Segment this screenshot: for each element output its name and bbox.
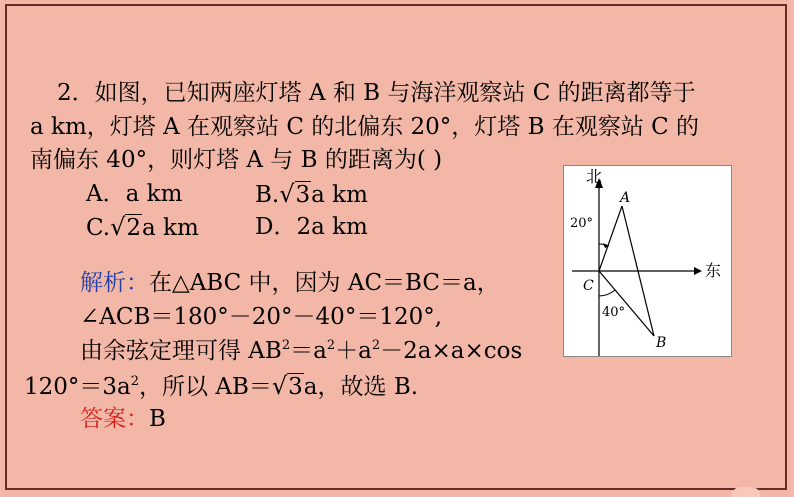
- east-arrow: [694, 267, 702, 275]
- east-label: 东: [705, 261, 722, 280]
- solution-3c: ＋a: [335, 338, 372, 364]
- question-line-1: 2．如图，已知两座灯塔 A 和 B 与海洋观察站 C 的距离都等于: [57, 80, 696, 106]
- answer-value: B: [149, 406, 166, 432]
- point-a-label: A: [620, 190, 631, 206]
- sqrt-sign: √2: [110, 213, 142, 241]
- option-a: [86, 180, 182, 208]
- angle-40-label: 40°: [602, 305, 626, 320]
- option-d-value: 2a km: [296, 214, 368, 240]
- bearing-figure: [563, 165, 732, 357]
- option-b-value: a km: [311, 182, 368, 208]
- sqrt-sign: √3: [271, 372, 303, 400]
- sqrt-sign: √3: [279, 180, 311, 208]
- option-b-radicand: 3: [295, 182, 311, 208]
- option-c-radicand: 2: [126, 215, 142, 241]
- solution-radicand: 3: [288, 374, 303, 400]
- bearing-diagram: [564, 166, 731, 356]
- solution-3a: 由余弦定理可得 AB: [80, 338, 282, 364]
- solution-4a: 120°＝3a: [24, 374, 131, 400]
- solution-label: 解析：: [80, 270, 149, 296]
- solution-3d: －2a×a×cos: [380, 338, 523, 364]
- option-d-label: D．: [255, 214, 297, 240]
- solution-4c: a，故选 B.: [303, 374, 419, 400]
- solution-3b: ＝a: [290, 338, 327, 364]
- segment-ca: [599, 206, 622, 271]
- option-c: [86, 213, 199, 242]
- superscript: 2: [281, 338, 291, 353]
- solution-line-2: ∠ACB＝180°－20°－40°＝120°,: [80, 304, 443, 330]
- solution-text-1: 在△ABC 中，因为 AC＝BC＝a，: [149, 270, 500, 296]
- option-a-label: A．: [86, 181, 126, 207]
- superscript: 2: [130, 374, 140, 389]
- solution-line-4: [24, 372, 418, 401]
- superscript: 2: [326, 338, 336, 353]
- answer-line: [80, 405, 166, 433]
- solution-line-3: [80, 337, 522, 365]
- corner-decoration: [731, 487, 761, 497]
- option-d: [255, 213, 368, 241]
- question-line-2: a km，灯塔 A 在观察站 C 的北偏东 20°，灯塔 B 在观察站 C 的: [30, 114, 700, 140]
- solution-4b: ，所以 AB＝: [139, 374, 272, 400]
- option-c-value: a km: [142, 215, 199, 241]
- angle-arc-south: [599, 290, 615, 296]
- point-b-label: B: [656, 335, 667, 351]
- angle-20-label: 20°: [570, 216, 594, 231]
- option-b-label: B.: [255, 182, 280, 208]
- superscript: 2: [371, 338, 381, 353]
- answer-label: 答案：: [80, 406, 149, 432]
- option-c-label: C.: [86, 215, 111, 241]
- option-a-value: a km: [125, 181, 183, 207]
- solution-line-1: [80, 269, 500, 297]
- option-b: [255, 180, 368, 209]
- point-c-label: C: [583, 278, 594, 294]
- north-label: 北: [586, 167, 603, 186]
- question-line-3: 南偏东 40°，则灯塔 A 与 B 的距离为( ): [30, 147, 443, 173]
